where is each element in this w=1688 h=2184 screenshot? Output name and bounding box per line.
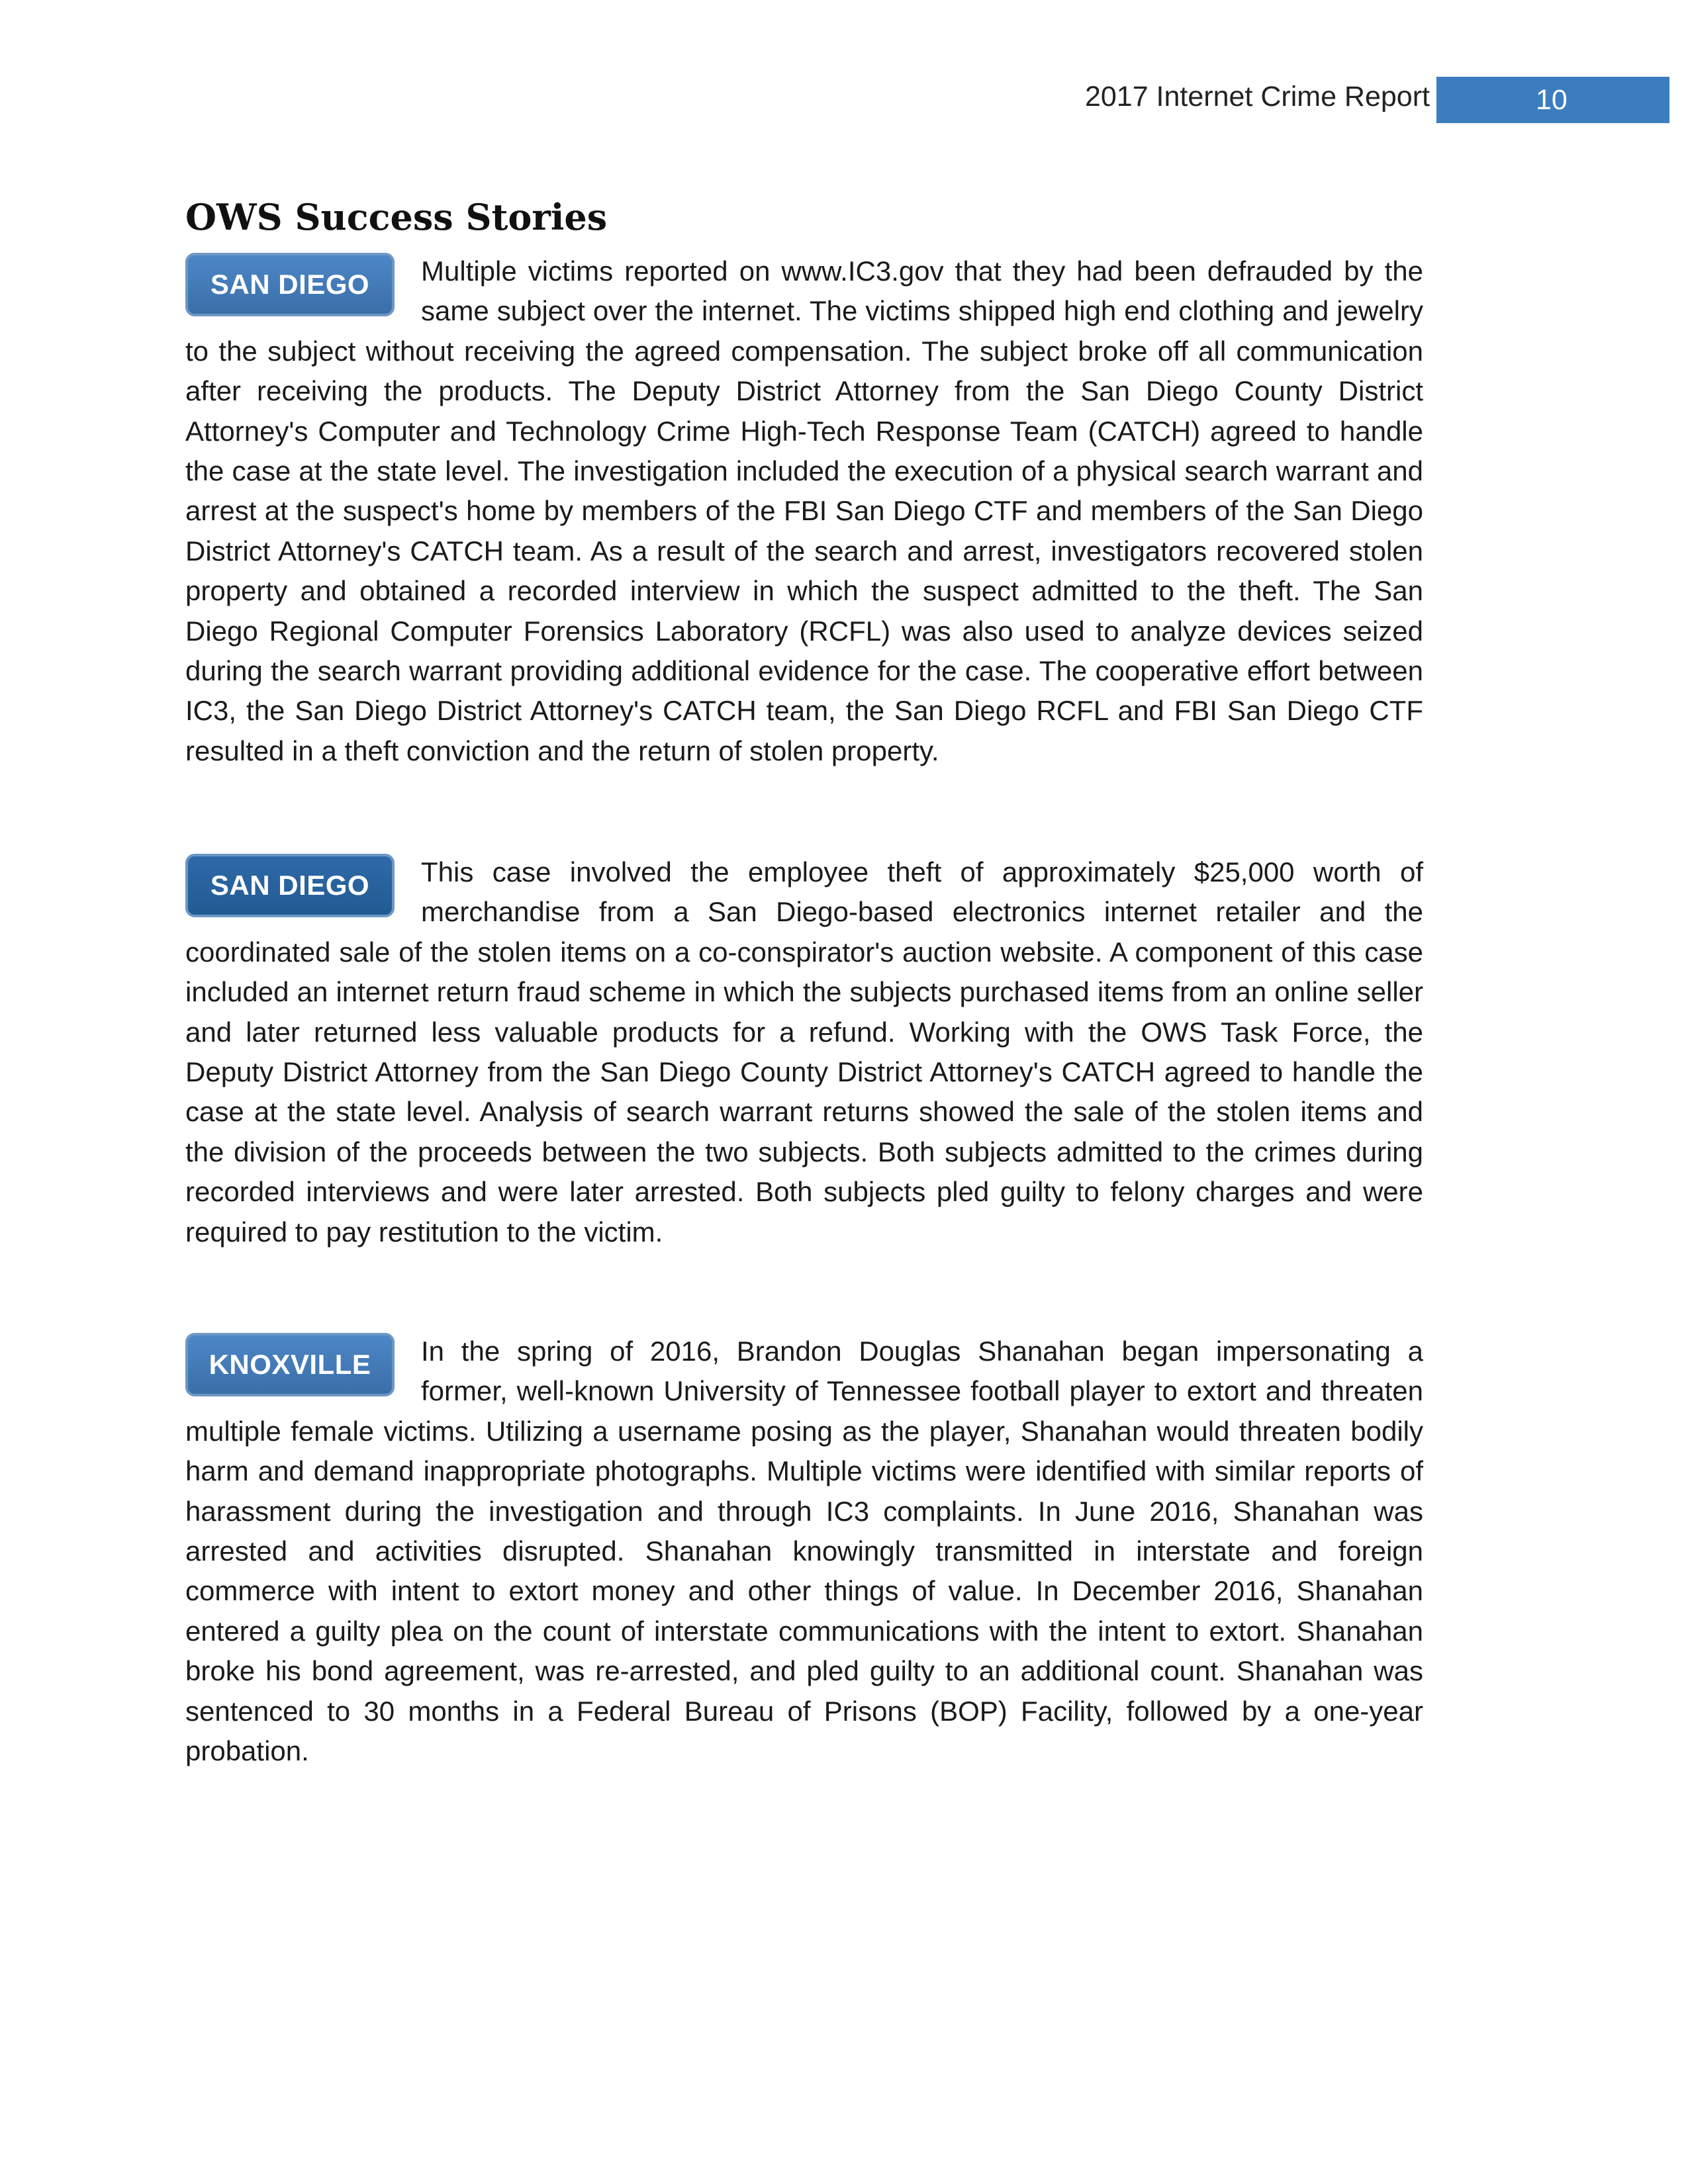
- story-knoxville: [185, 1332, 1423, 1771]
- story-san-diego-1: [185, 251, 1423, 771]
- report-header-title: 2017 Internet Crime Report: [1084, 81, 1430, 113]
- story-text: In the spring of 2016, Brandon Douglas Shanahan began impersonating a former, well-known University of Tennessee football player to extort and threaten multiple female victims. Utilizing a username posing as the player, Shanahan would threaten bodily harm and demand inappropriate photographs. Multiple victims were identified with similar reports of harassment during the investigation and through IC3 complaints. In June 2016, Shanahan was arrested and activities disrupted. Shanahan knowingly transmitted in interstate and foreign commerce with intent to extort money and other things of value. In December 2016, Shanahan entered a guilty plea on the count of interstate communications with the intent to extort. Shanahan broke his bond agreement, was re-arrested, and pled guilty to an additional count. Shanahan was sentenced to 30 months in a Federal Bureau of Prisons (BOP) Facility, followed by a one-year probation.: [185, 1336, 1423, 1767]
- location-badge-san-diego: SAN DIEGO: [185, 253, 395, 316]
- page-number-box: 10: [1436, 77, 1669, 123]
- location-badge-knoxville: KNOXVILLE: [185, 1333, 395, 1396]
- story-san-diego-2: [185, 852, 1423, 1252]
- story-text: Multiple victims reported on www.IC3.gov that they had been defrauded by the same subject over the internet. The victims shipped high end clothing and jewelry to the subject without receiving the agreed compensation. The subject broke off all communication after receiving the products. The Deputy District Attorney from the San Diego County District Attorney's Computer and Technology Crime High-Tech Response Team (CATCH) agreed to handle the case at the state level. The investigation included the execution of a physical search warrant and arrest at the suspect's home by members of the FBI San Diego CTF and members of the San Diego District Attorney's CATCH team. As a result of the search and arrest, investigators recovered stolen property and obtained a recorded interview in which the suspect admitted to the theft. The San Diego Regional Computer Forensics Laboratory (RCFL) was also used to analyze devices seized during the search warrant providing additional evidence for the case. The cooperative effort between IC3, the San Diego District Attorney's CATCH team, the San Diego RCFL and FBI San Diego CTF resulted in a theft conviction and the return of stolen property.: [185, 255, 1423, 766]
- story-text: This case involved the employee theft of approximately $25,000 worth of merchandise from a San Diego-based electronics internet retailer and the coordinated sale of the stolen items on a co-conspirator's auction website. A component of this case included an internet return fraud scheme in which the subjects purchased items from an online seller and later returned less valuable products for a refund. Working with the OWS Task Force, the Deputy District Attorney from the San Diego County District Attorney's CATCH agreed to handle the case at the state level. Analysis of search warrant returns showed the sale of the stolen items and the division of the proceeds between the two subjects. Both subjects admitted to the crimes during recorded interviews and were later arrested. Both subjects pled guilty to felony charges and were required to pay restitution to the victim.: [185, 856, 1423, 1248]
- location-badge-san-diego: SAN DIEGO: [185, 854, 395, 917]
- section-title: OWS Success Stories: [185, 196, 608, 238]
